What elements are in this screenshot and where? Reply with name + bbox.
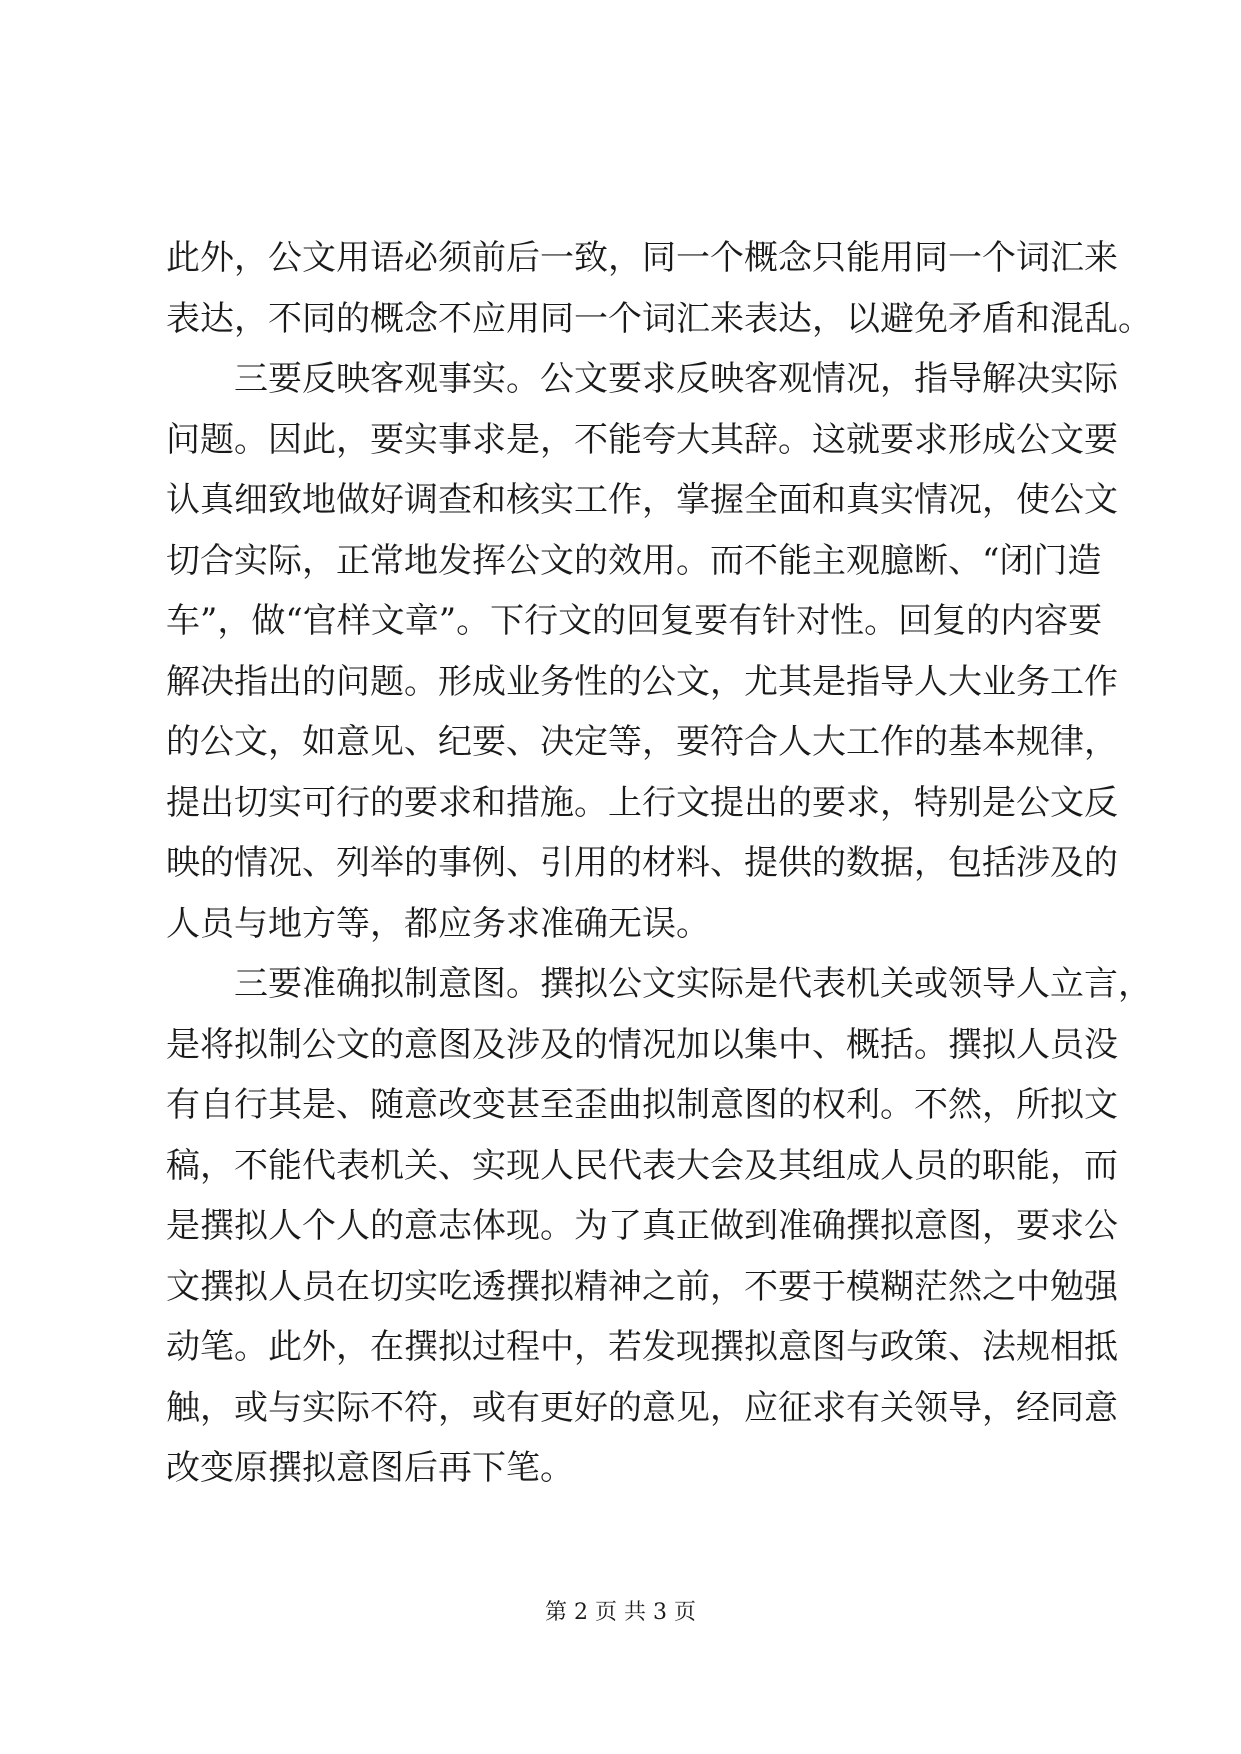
text-line: 表达，不同的概念不应用同一个词汇来表达，以避免矛盾和混乱。 bbox=[166, 298, 1152, 339]
text-line: 的公文，如意见、纪要、决定等，要符合人大工作的基本规律， bbox=[166, 722, 1118, 762]
text-line: 认真细致地做好调查和核实工作，掌握全面和真实情况，使公文 bbox=[166, 480, 1118, 520]
text-line: 是撰拟人个人的意志体现。为了真正做到准确撰拟意图，要求公 bbox=[166, 1206, 1118, 1246]
text-line: 改变原撰拟意图后再下笔。 bbox=[166, 1448, 574, 1488]
text-line: 动笔。此外，在撰拟过程中，若发现撰拟意图与政策、法规相抵 bbox=[166, 1327, 1118, 1367]
text-line: 文撰拟人员在切实吃透撰拟精神之前，不要于模糊茫然之中勉强 bbox=[166, 1266, 1118, 1307]
text-line: 此外，公文用语必须前后一致，同一个概念只能用同一个词汇来 bbox=[166, 238, 1118, 278]
paragraph-2 bbox=[166, 349, 1118, 954]
text-line: 稿，不能代表机关、实现人民代表大会及其组成人员的职能，而 bbox=[166, 1145, 1118, 1186]
paragraph-3 bbox=[166, 954, 1152, 1499]
text-line: 问题。因此，要实事求是，不能夸大其辞。这就要求形成公文要 bbox=[166, 419, 1118, 460]
text-line: 切合实际，正常地发挥公文的效用。而不能主观臆断、“闭门造 bbox=[166, 540, 1102, 581]
page-number-footer: 第 2 页 共 3 页 bbox=[545, 1600, 696, 1625]
document-body bbox=[166, 228, 1152, 1499]
text-line: 三要反映客观事实。公文要求反映客观情况，指导解决实际 bbox=[234, 359, 1118, 399]
text-line: 车”，做“官样文章”。下行文的回复要有针对性。回复的内容要 bbox=[166, 601, 1103, 641]
text-line: 有自行其是、随意改变甚至歪曲拟制意图的权利。不然，所拟文 bbox=[166, 1085, 1118, 1125]
text-line: 触，或与实际不符，或有更好的意见，应征求有关领导，经同意 bbox=[166, 1387, 1118, 1428]
text-line: 映的情况、列举的事例、引用的材料、提供的数据，包括涉及的 bbox=[166, 843, 1118, 883]
text-line: 人员与地方等，都应务求准确无误。 bbox=[166, 903, 710, 944]
text-line: 三要准确拟制意图。撰拟公文实际是代表机关或领导人立言， bbox=[234, 964, 1152, 1004]
paragraph-1 bbox=[166, 228, 1152, 349]
text-line: 是将拟制公文的意图及涉及的情况加以集中、概括。撰拟人员没 bbox=[166, 1024, 1118, 1065]
text-line: 解决指出的问题。形成业务性的公文，尤其是指导人大业务工作 bbox=[166, 661, 1118, 702]
text-line: 提出切实可行的要求和措施。上行文提出的要求，特别是公文反 bbox=[166, 782, 1118, 823]
